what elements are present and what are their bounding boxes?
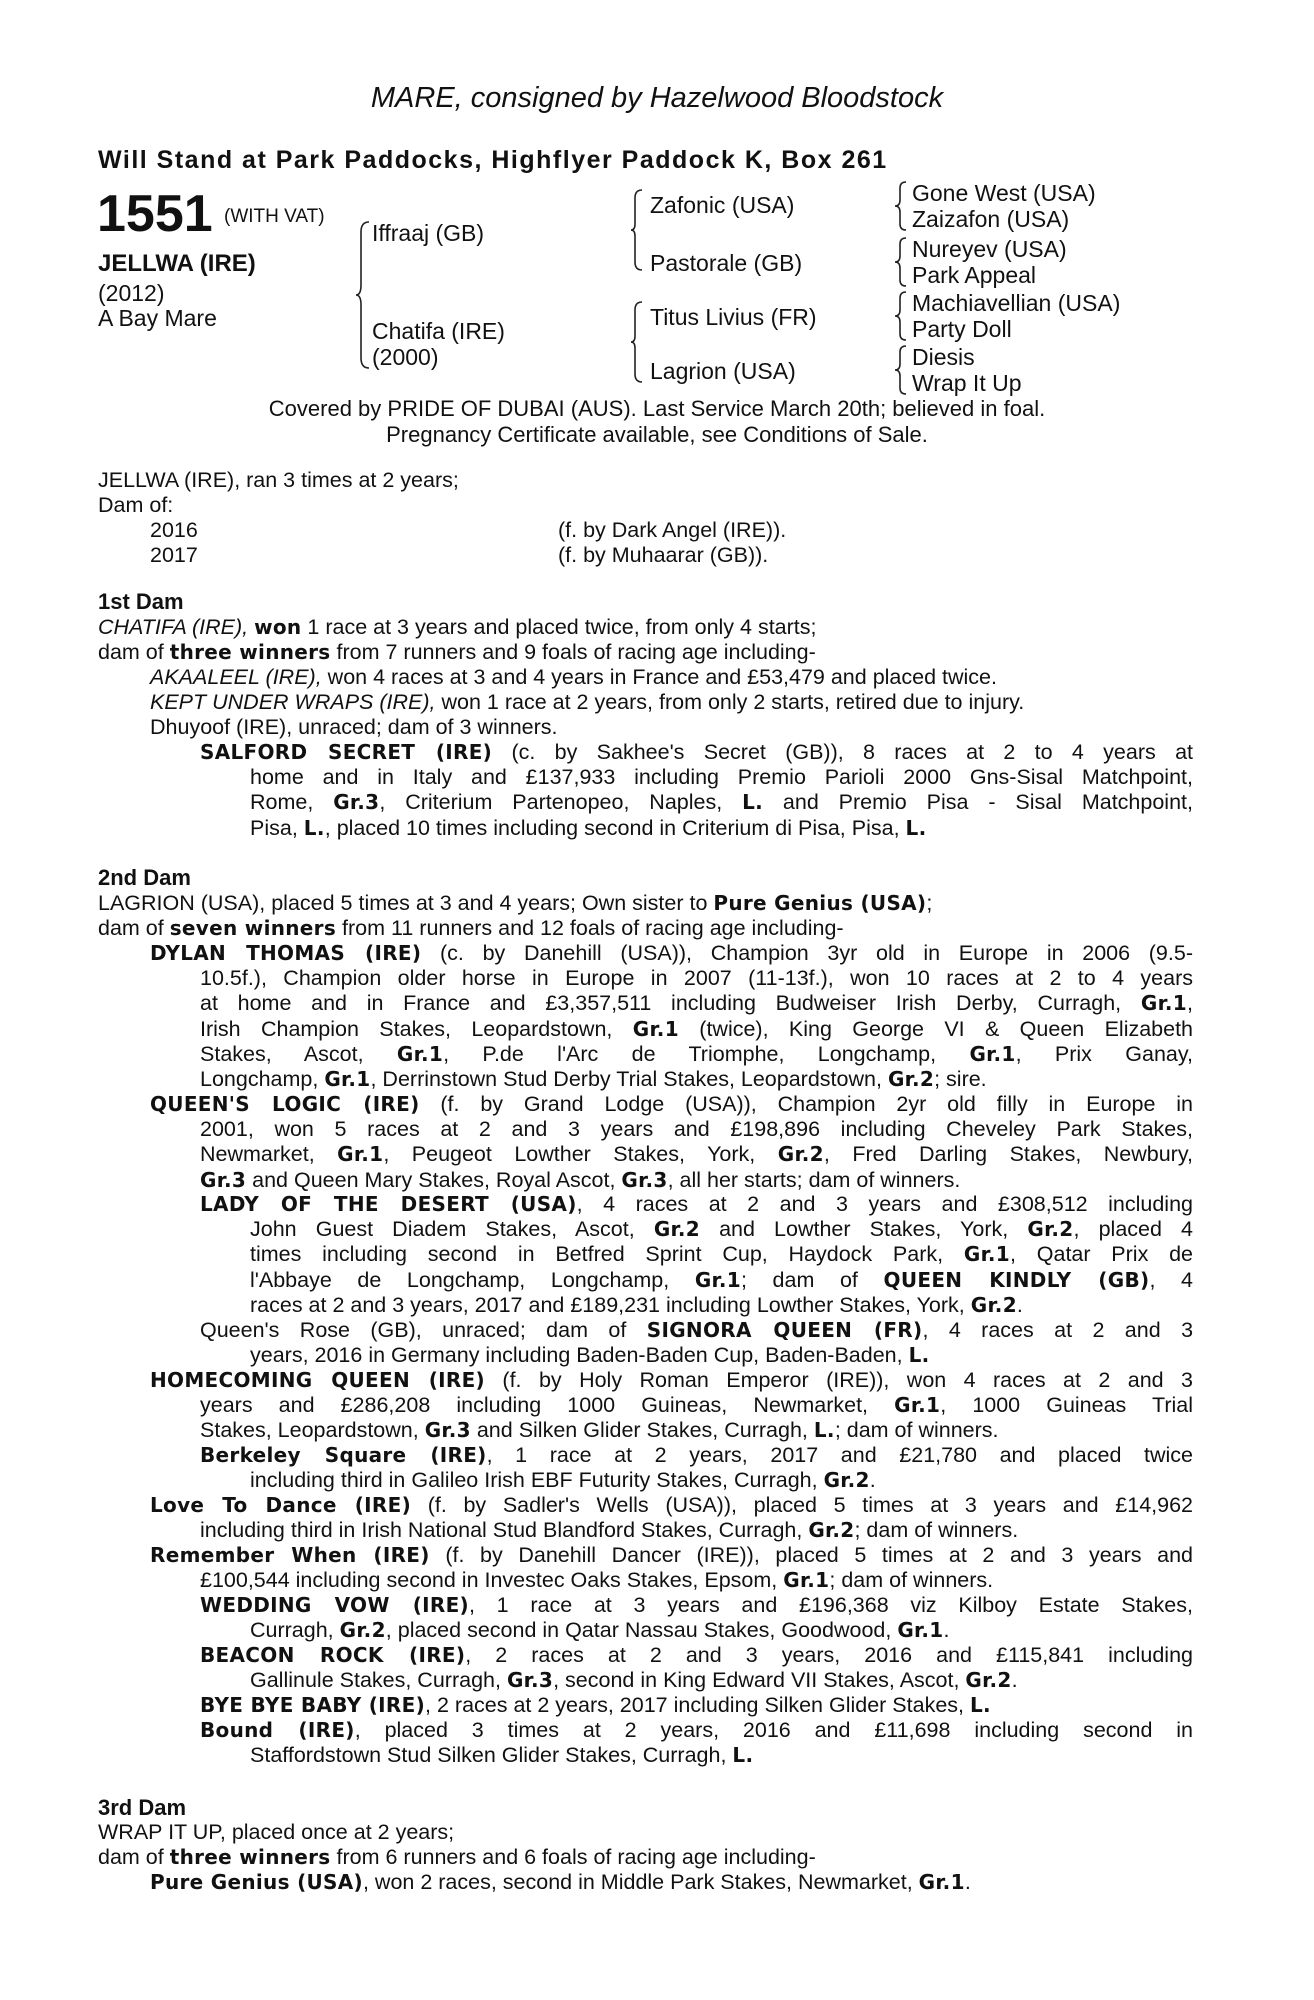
covering-line-2: Pregnancy Certificate available, see Conditions of Sale.	[386, 422, 928, 447]
line	[200, 991, 1193, 1016]
line	[150, 1493, 1193, 1518]
grade: Gr.1	[969, 1041, 1016, 1066]
line	[250, 816, 1193, 841]
grade: Gr.1	[897, 1618, 944, 1642]
third-dam-line-2	[98, 1845, 816, 1870]
pedigree-sds: Nureyev (USA)	[912, 236, 1067, 262]
horse-name: LADY OF THE DESERT (USA)	[200, 1192, 577, 1216]
pedigree-dam-sire: Titus Livius (FR)	[650, 304, 817, 330]
text: (f. by Grand Lodge (USA)), Champion 2yr old filly in Europe in	[440, 1092, 1193, 1116]
horse-name: SIGNORA QUEEN (FR)	[646, 1318, 923, 1342]
pedigree-dds: Diesis	[912, 344, 975, 370]
first-dam-name: CHATIFA (IRE),	[98, 615, 249, 639]
grade: L.	[813, 1418, 835, 1443]
line	[250, 1293, 1193, 1318]
pedigree-sss: Gone West (USA)	[912, 180, 1096, 206]
produce-year-1: 2016	[150, 518, 198, 542]
horse-name: BEACON ROCK (IRE)	[200, 1643, 466, 1667]
line	[200, 1593, 1193, 1618]
pedigree-brace-ss	[894, 180, 908, 232]
first-dam-heading: 1st Dam	[98, 589, 184, 614]
covering-note	[0, 396, 1314, 448]
line	[200, 966, 1193, 991]
first-dam-line-1	[98, 615, 817, 640]
text: ; dam of winners.	[854, 1518, 1019, 1542]
line	[200, 1718, 1193, 1743]
grade: L.	[908, 1343, 930, 1367]
text: and Lowther Stakes, York,	[719, 1217, 1009, 1241]
horse-name: KEPT UNDER WRAPS (IRE),	[150, 690, 436, 714]
horse-name: Berkeley Square (IRE)	[200, 1443, 487, 1467]
berkeley-square-entry	[200, 1443, 1193, 1468]
text: Stakes, Leopardstown,	[200, 1418, 419, 1443]
text: .	[964, 1870, 971, 1894]
grade: Gr.2	[808, 1518, 855, 1542]
first-dam-line-2	[98, 640, 816, 665]
text: , 1 race at 3 years and £196,368 viz Kilboy Estate Stakes,	[468, 1593, 1193, 1617]
pedigree-dam: Chatifa (IRE)	[372, 318, 505, 344]
grade: L.	[905, 815, 927, 840]
pedigree-dsd: Party Doll	[912, 316, 1012, 342]
line	[250, 1242, 1193, 1267]
line	[200, 740, 1193, 765]
text: .	[943, 1618, 950, 1642]
grade: Gr.1	[337, 1142, 384, 1167]
text: races at 2 and 3 years, 2017 and £189,231 including Lowther Stakes, York,	[250, 1292, 965, 1317]
homecoming-queen-entry	[150, 1368, 1193, 1393]
horse-name: DYLAN THOMAS (IRE)	[150, 941, 422, 965]
akaaleel-entry	[150, 665, 997, 690]
grade: Gr.1	[324, 1067, 371, 1092]
text: from 6 runners and 6 foals of racing age including-	[336, 1845, 816, 1869]
horse-description: A Bay Mare	[98, 305, 217, 331]
text: , Derrinstown Stud Derby Trial Stakes, Leopardstown,	[370, 1067, 882, 1092]
text: Pisa,	[250, 815, 298, 840]
salford-secret-cont	[250, 765, 1193, 841]
text: 2001, won 5 races at 2 and 3 years and £198,896 including Cheveley Park Stakes,	[200, 1117, 1193, 1141]
dylan-thomas-cont	[200, 966, 1193, 1092]
line	[200, 1042, 1193, 1067]
winners-count: seven winners	[169, 916, 337, 940]
text: won 4 races at 3 and 4 years in France and £53,479 and placed twice.	[327, 665, 997, 689]
grade: Gr.2	[823, 1468, 870, 1492]
grade: Gr.3	[424, 1418, 471, 1443]
love-to-dance-cont	[200, 1518, 1018, 1543]
line	[200, 1017, 1193, 1042]
second-dam-line-1	[98, 891, 932, 916]
grade: Gr.1	[396, 1041, 444, 1066]
horse-name: JELLWA (IRE)	[98, 250, 256, 277]
grade: Gr.2	[653, 1217, 700, 1241]
pedigree-sire-dam: Pastorale (GB)	[650, 250, 803, 276]
text: ; dam of winners.	[829, 1568, 994, 1592]
text: won 1 race at 2 years, from only 2 starts, retired due to injury.	[441, 690, 1025, 714]
horse-name: WEDDING VOW (IRE)	[200, 1593, 469, 1617]
text: times including second in Betfred Sprint Cup, Haydock Park,	[250, 1242, 944, 1267]
text: , Prix Ganay,	[1015, 1041, 1193, 1066]
pedigree-brace-dam	[630, 300, 644, 384]
horse-name: BYE BYE BABY (IRE)	[200, 1693, 426, 1717]
text: dam of	[98, 640, 164, 664]
second-dam-line-2	[98, 916, 844, 941]
grade: Gr.1	[1140, 991, 1188, 1016]
text: , second in King Edward VII Stakes, Ascot,	[553, 1668, 960, 1692]
line	[250, 1268, 1193, 1293]
text: including third in Irish National Stud Blandford Stakes, Curragh,	[200, 1518, 803, 1542]
horse-name: Remember When (IRE)	[150, 1543, 430, 1567]
text: , 2 races at 2 years, 2017 including Silken Glider Stakes,	[425, 1693, 965, 1717]
pedigree-brace-sire	[630, 188, 644, 272]
horse-name: QUEEN KINDLY (GB)	[883, 1267, 1150, 1292]
produce-year-2: 2017	[150, 543, 198, 567]
dylan-thomas-entry	[150, 941, 1193, 966]
text: .	[1011, 1668, 1018, 1692]
grade: L.	[970, 1693, 991, 1717]
text: and Premio Pisa - Sisal Matchpoint,	[782, 790, 1193, 815]
third-dam-heading: 3rd Dam	[98, 1795, 187, 1820]
text: , Peugeot Lowther Stakes, York,	[383, 1142, 756, 1167]
line	[200, 1067, 1193, 1092]
line	[200, 1643, 1193, 1668]
text: (c. by Sakhee's Secret (GB)), 8 races at 2 to 4 years at	[511, 740, 1194, 764]
text: LAGRION (USA), placed 5 times at 3 and 4 years; Own sister to	[98, 891, 708, 915]
pedigree-sire: Iffraaj (GB)	[372, 220, 485, 246]
text: , 1 race at 2 years, 2017 and £21,780 and placed twice	[486, 1443, 1193, 1467]
text: .	[1016, 1292, 1023, 1317]
text: , 4 races at 2 and 3	[922, 1318, 1194, 1342]
text: Newmarket,	[200, 1142, 315, 1167]
dhuyoof-entry: Dhuyoof (IRE), unraced; dam of 3 winners.	[150, 715, 558, 739]
grade: Gr.1	[894, 1393, 941, 1417]
winners-count: three winners	[169, 1845, 331, 1869]
text: , 1000 Guineas Trial	[940, 1393, 1193, 1417]
grade: Gr.3	[506, 1668, 554, 1692]
text: 10.5f.), Champion older horse in Europe in 2007 (11-13f.), won 10 races at 2 to 4 years	[200, 966, 1193, 990]
remember-when-cont	[200, 1568, 993, 1593]
text: from 7 runners and 9 foals of racing age including-	[336, 640, 816, 664]
first-dam-won: won	[254, 615, 302, 639]
text: , placed 4	[1073, 1217, 1194, 1241]
text: Rome,	[250, 790, 314, 815]
queens-logic-entry	[150, 1092, 1193, 1117]
text: .	[869, 1468, 876, 1492]
pedigree-brace-dd	[894, 344, 908, 396]
grade: Gr.1	[963, 1242, 1011, 1267]
text: Stakes, Ascot,	[200, 1041, 364, 1066]
grade: Gr.2	[965, 1668, 1012, 1692]
wedding-vow-cont	[250, 1618, 949, 1643]
grade: Gr.1	[783, 1568, 830, 1592]
text: from 11 runners and 12 foals of racing age including-	[342, 916, 844, 940]
lot-number: 1551	[97, 185, 213, 243]
covering-line-1: Covered by PRIDE OF DUBAI (AUS). Last Service March 20th; believed in foal.	[268, 396, 1046, 421]
grade: Gr.2	[970, 1292, 1017, 1317]
line	[150, 1368, 1193, 1393]
remember-when-entry	[150, 1543, 1193, 1568]
text: (f. by Sadler's Wells (USA)), placed 5 times at 3 years and £14,962	[427, 1493, 1193, 1517]
horse-name: Love To Dance (IRE)	[150, 1493, 412, 1517]
bye-bye-baby-entry	[200, 1693, 991, 1718]
grade: L.	[742, 790, 764, 815]
text: (f. by Holy Roman Emperor (IRE)), won 4 races at 2 and 3	[502, 1368, 1193, 1392]
pedigree-ssd: Zaizafon (USA)	[912, 206, 1070, 232]
text: Irish Champion Stakes, Leopardstown,	[200, 1016, 613, 1041]
text: ,	[1187, 991, 1193, 1016]
page-title: MARE, consigned by Hazelwood Bloodstock	[370, 82, 944, 114]
text: and Silken Glider Stakes, Curragh,	[476, 1418, 808, 1443]
lady-of-the-desert-cont	[250, 1217, 1193, 1318]
second-dam-heading: 2nd Dam	[98, 865, 191, 890]
line	[250, 765, 1193, 790]
text: , 4	[1149, 1267, 1193, 1292]
text: , placed second in Qatar Nassau Stakes, Goodwood,	[385, 1618, 892, 1642]
horse-name: Pure Genius (USA)	[713, 891, 927, 915]
grade: L.	[732, 1743, 754, 1767]
grade: L.	[303, 815, 325, 840]
produce-foal-2: (f. by Muhaarar (GB)).	[558, 543, 769, 567]
line	[150, 1092, 1193, 1117]
grade: Gr.1	[632, 1016, 679, 1041]
queens-rose-cont	[250, 1343, 930, 1368]
beacon-rock-cont	[250, 1668, 1018, 1693]
text: (c. by Danehill (USA)), Champion 3yr old in Europe in 2006 (9.5-	[440, 941, 1193, 965]
line	[200, 1117, 1193, 1142]
pedigree-sire-sire: Zafonic (USA)	[650, 192, 795, 218]
horse-name: QUEEN'S LOGIC (IRE)	[150, 1092, 420, 1116]
pedigree-ddd: Wrap It Up	[912, 370, 1022, 396]
text: Staffordstown Stud Silken Glider Stakes, Curragh,	[250, 1743, 727, 1767]
text: l'Abbaye de Longchamp, Longchamp,	[250, 1267, 670, 1292]
third-dam-line-1: WRAP IT UP, placed once at 2 years;	[98, 1820, 455, 1844]
text: Queen's Rose (GB), unraced; dam of	[200, 1318, 627, 1342]
grade: Gr.2	[777, 1142, 824, 1167]
grade: Gr.3	[333, 790, 380, 815]
bound-entry	[200, 1718, 1193, 1743]
text: , Fred Darling Stakes, Newbury,	[823, 1142, 1193, 1167]
text: , placed 10 times including second in Criterium di Pisa, Pisa,	[324, 815, 900, 840]
pure-genius-entry	[150, 1870, 971, 1895]
text: ;	[926, 891, 933, 915]
text: Curragh,	[250, 1618, 334, 1642]
salford-secret-entry	[200, 740, 1193, 765]
line	[200, 1318, 1193, 1343]
queens-logic-cont	[200, 1117, 1193, 1193]
line	[200, 1168, 1193, 1193]
line	[250, 1217, 1193, 1242]
text: , 2 races at 2 and 3 years, 2016 and £115,841 including	[465, 1643, 1193, 1667]
grade: Gr.2	[887, 1067, 935, 1092]
kept-under-wraps-entry	[150, 690, 1024, 715]
horse-name: AKAALEEL (IRE),	[150, 665, 322, 689]
pedigree-sdd: Park Appeal	[912, 262, 1037, 288]
grade: Gr.2	[1027, 1217, 1074, 1241]
line	[150, 1543, 1193, 1568]
grade: Gr.3	[200, 1167, 247, 1192]
line	[200, 1443, 1193, 1468]
text: , Qatar Prix de	[1010, 1242, 1193, 1267]
pedigree-brace-sd	[894, 236, 908, 288]
text: £100,544 including second in Investec Oaks Stakes, Epsom,	[200, 1568, 778, 1592]
pedigree-dam-dam: Lagrion (USA)	[650, 358, 796, 384]
winners-count: three winners	[169, 640, 331, 664]
pedigree-dss: Machiavellian (USA)	[912, 290, 1121, 316]
pedigree-brace-main	[355, 220, 371, 370]
horse-name: SALFORD SECRET (IRE)	[200, 740, 493, 764]
text: , all her starts; dam of winners.	[667, 1167, 961, 1192]
text: dam of	[98, 916, 164, 940]
grade: Gr.2	[339, 1618, 386, 1642]
text: Gallinule Stakes, Curragh,	[250, 1668, 501, 1692]
text: Longchamp,	[200, 1067, 319, 1092]
line	[250, 790, 1193, 815]
text: ; dam of	[740, 1267, 858, 1292]
text: and Queen Mary Stakes, Royal Ascot,	[252, 1167, 616, 1192]
text: at home and in France and £3,357,511 including Budweiser Irish Derby, Curragh,	[200, 991, 1122, 1016]
text: (twice), King George VI & Queen Elizabeth	[699, 1016, 1194, 1041]
pedigree-dam-year: (2000)	[372, 344, 439, 370]
line	[200, 1192, 1193, 1217]
text: years, 2016 in Germany including Baden-Baden Cup, Baden-Baden,	[250, 1343, 903, 1367]
grade: Gr.1	[694, 1267, 741, 1292]
queens-rose-entry	[200, 1318, 1193, 1343]
text: home and in Italy and £137,933 including Premio Parioli 2000 Gns-Sisal Matchpoint,	[250, 765, 1193, 789]
text: , P.de l'Arc de Triomphe, Longchamp,	[443, 1041, 937, 1066]
lady-of-the-desert-entry	[200, 1192, 1193, 1217]
berkeley-square-cont	[250, 1468, 876, 1493]
grade: Gr.1	[918, 1870, 965, 1894]
stand-location: Will Stand at Park Paddocks, Highflyer Paddock K, Box 261	[98, 146, 888, 174]
pedigree-brace-ds	[894, 290, 908, 342]
horse-name: Bound (IRE)	[200, 1718, 355, 1742]
text: , placed 3 times at 2 years, 2016 and £11,698 including second in	[354, 1718, 1194, 1742]
text: years and £286,208 including 1000 Guineas, Newmarket,	[200, 1393, 869, 1417]
produce-foal-1: (f. by Dark Angel (IRE)).	[558, 518, 787, 542]
text: , won 2 races, second in Middle Park Stakes, Newmarket,	[362, 1870, 913, 1894]
grade: Gr.3	[621, 1167, 668, 1192]
wedding-vow-entry	[200, 1593, 1193, 1618]
text: ; sire.	[934, 1067, 987, 1092]
bound-cont	[250, 1743, 753, 1768]
text: dam of	[98, 1845, 164, 1869]
first-dam-record: 1 race at 3 years and placed twice, from only 4 starts;	[307, 615, 817, 639]
line	[200, 1142, 1193, 1167]
line	[150, 941, 1193, 966]
produce-intro: JELLWA (IRE), ran 3 times at 2 years;	[98, 468, 459, 492]
text: ; dam of winners.	[834, 1418, 999, 1443]
horse-year: (2012)	[98, 280, 165, 306]
text: , 4 races at 2 and 3 years and £308,512 including	[576, 1192, 1193, 1216]
text: including third in Galileo Irish EBF Futurity Stakes, Curragh,	[250, 1468, 818, 1492]
text: (f. by Danehill Dancer (IRE)), placed 5 times at 2 and 3 years and	[445, 1543, 1193, 1567]
text: , Criterium Partenopeo, Naples,	[379, 790, 723, 815]
homecoming-queen-cont	[200, 1393, 1193, 1444]
beacon-rock-entry	[200, 1643, 1193, 1668]
produce-dam-of: Dam of:	[98, 493, 174, 517]
line	[200, 1418, 1193, 1443]
text: John Guest Diadem Stakes, Ascot,	[250, 1217, 635, 1241]
love-to-dance-entry	[150, 1493, 1193, 1518]
line	[200, 1393, 1193, 1418]
vat-note: (WITH VAT)	[224, 206, 325, 227]
horse-name: Pure Genius (USA)	[150, 1870, 363, 1894]
horse-name: HOMECOMING QUEEN (IRE)	[150, 1368, 485, 1392]
